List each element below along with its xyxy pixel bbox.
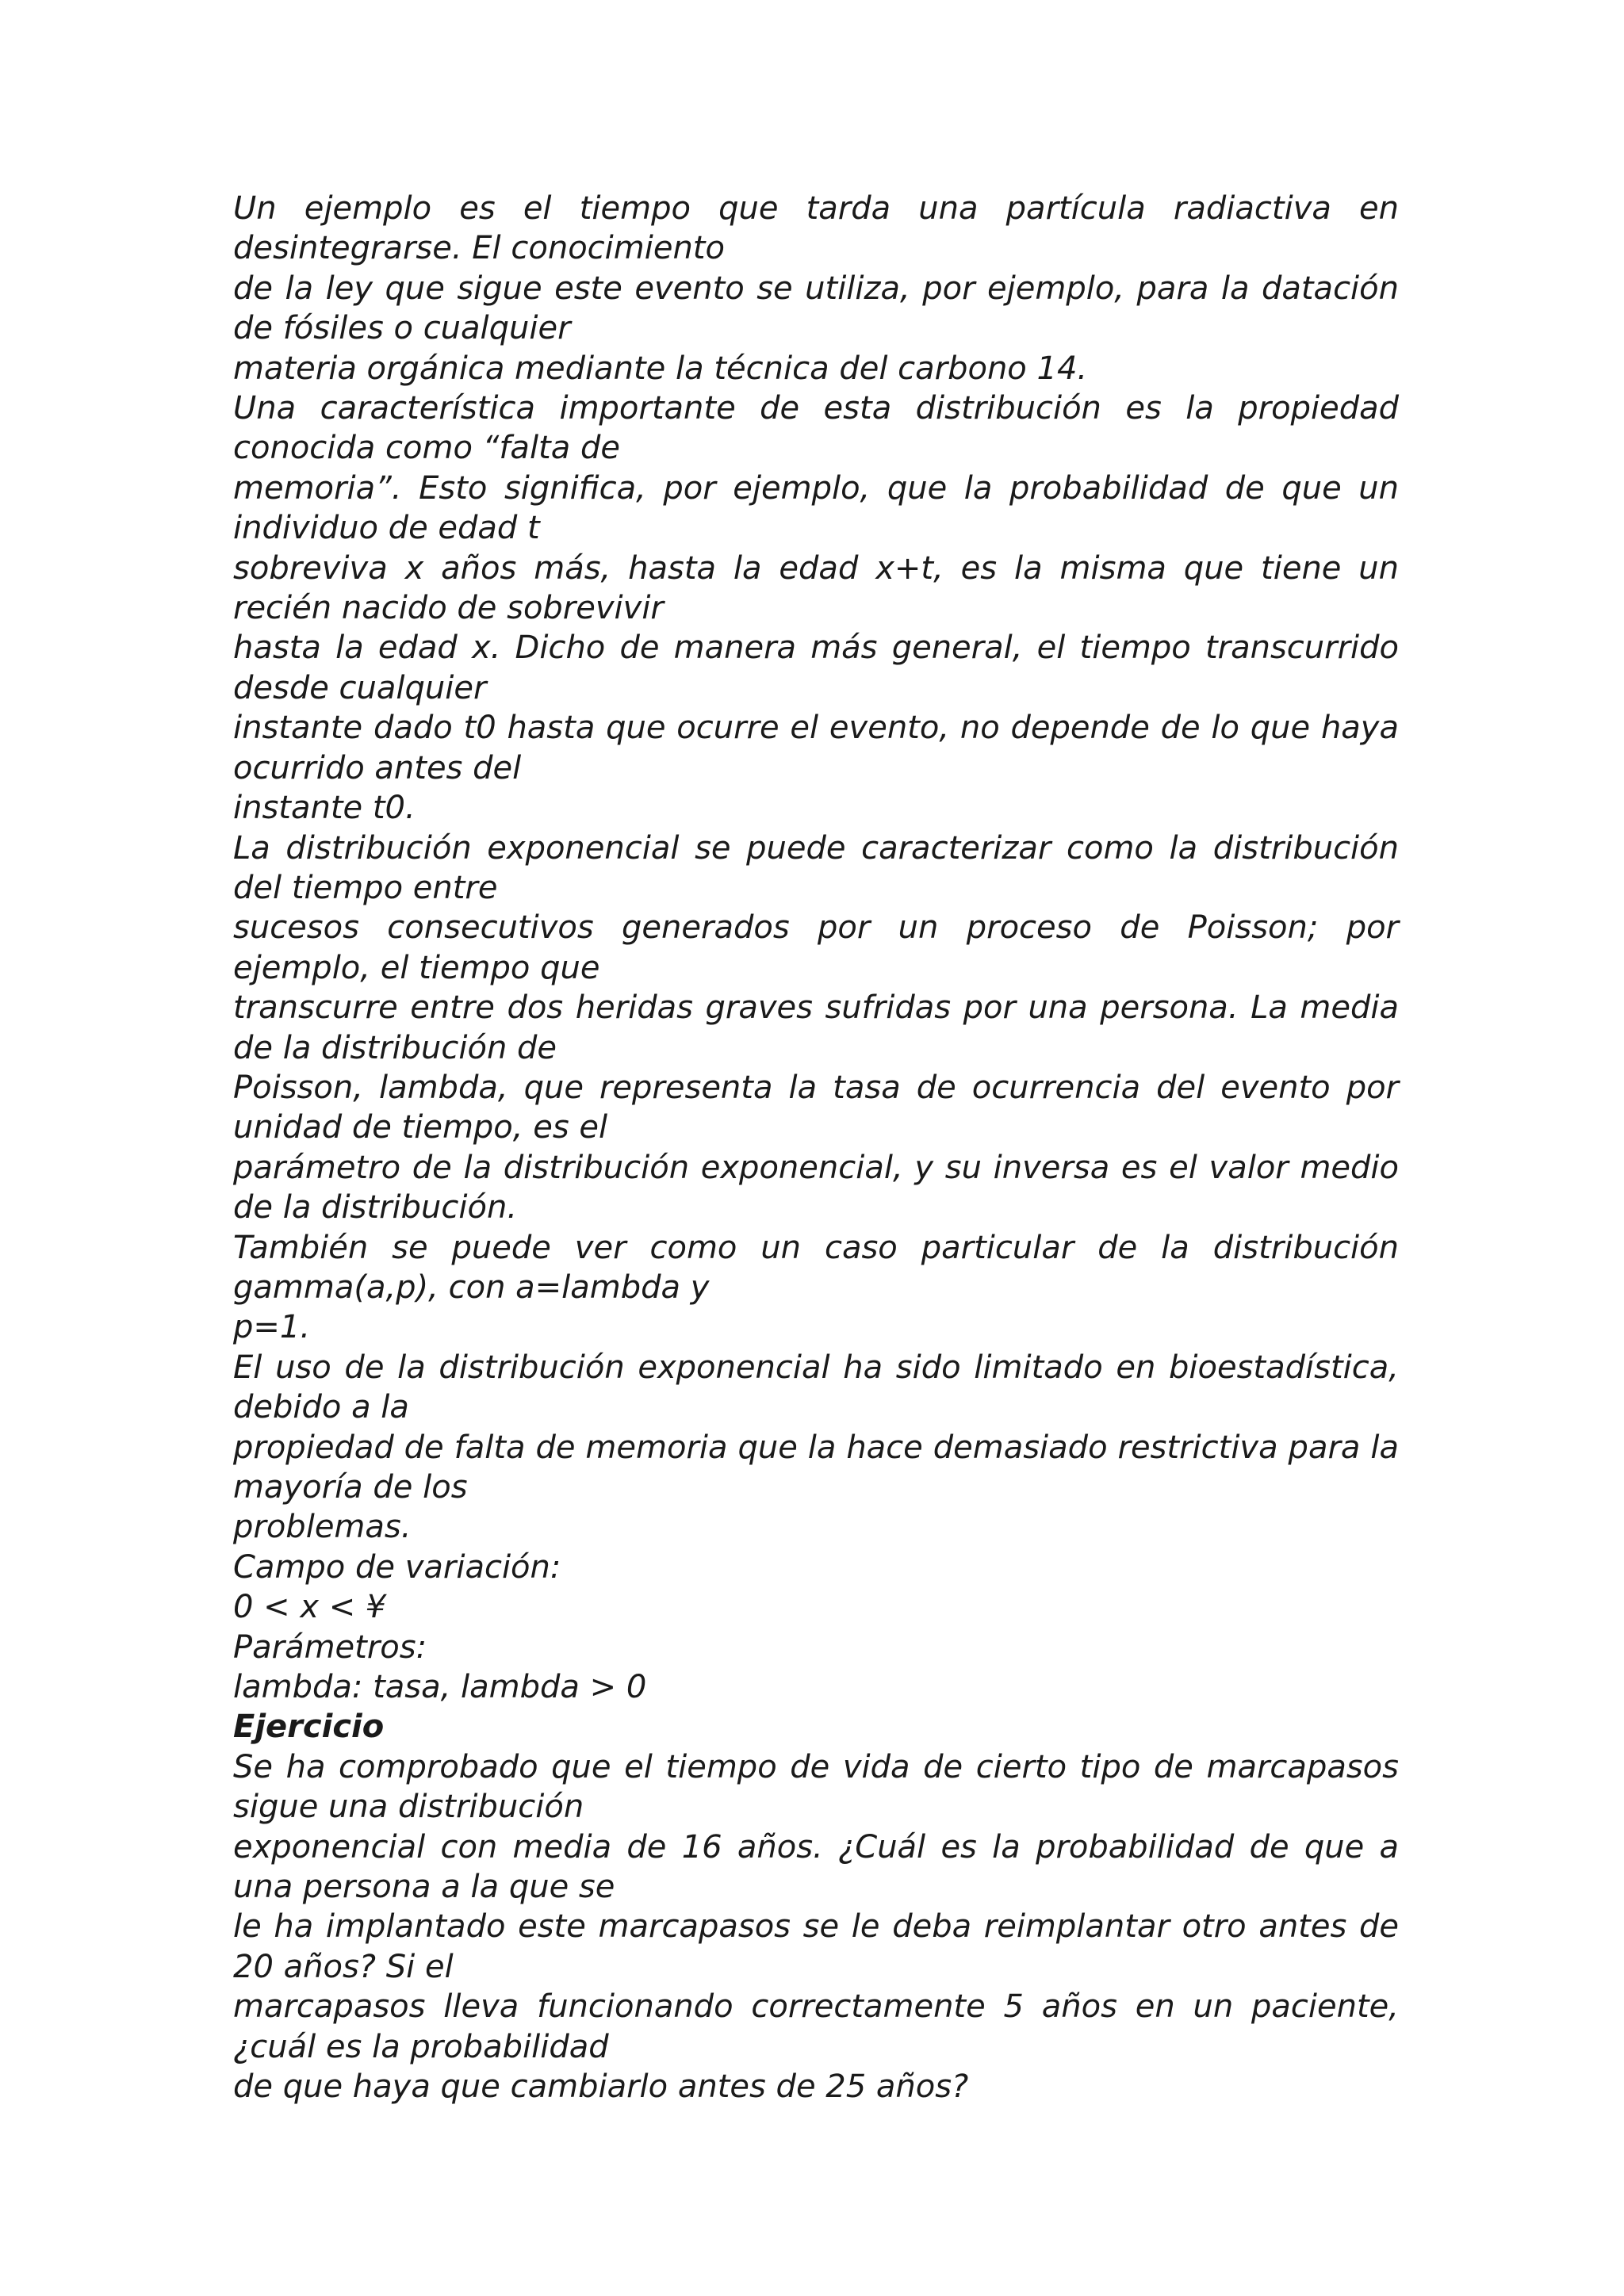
paragraph-16: p=1.: [233, 1309, 311, 1346]
paragraph-11: sucesos consecutivos generados por un proceso de Poisson; por ejemplo, el tiempo que: [233, 909, 1399, 986]
paragraph-14: parámetro de la distribución exponencial, y su inversa es el valor medio de la distribución.: [233, 1149, 1399, 1226]
paragraph-18: propiedad de falta de memoria que la hace demasiado restrictiva para la mayoría de los: [233, 1429, 1399, 1506]
paragraph-9: instante t0.: [233, 790, 416, 827]
paragraph-12: transcurre entre dos heridas graves sufridas por una persona. La media de la distribución de: [233, 989, 1399, 1066]
exercise-paragraph-4: marcapasos lleva funcionando correctamente 5 años en un paciente, ¿cuál es la probabilidad: [233, 1988, 1399, 2065]
range-label: Campo de variación:: [233, 1548, 561, 1586]
exercise-paragraph-5: de que haya que cambiarlo antes de 25 años?: [233, 2068, 969, 2106]
exercise-heading: Ejercicio: [233, 1709, 385, 1746]
range-value: 0 < x < ¥: [233, 1589, 386, 1626]
paragraph-6: sobreviva x años más, hasta la edad x+t, es la misma que tiene un recién nacido de sobrevivir: [233, 549, 1399, 627]
paragraph-4: Una característica importante de esta distribución es la propiedad conocida como “falta de: [233, 390, 1399, 467]
document-body: [233, 189, 1399, 2107]
paragraph-17: El uso de la distribución exponencial ha sido limitado en bioestadística, debido a la: [233, 1349, 1399, 1426]
paragraph-2: de la ley que sigue este evento se utiliza, por ejemplo, para la datación de fósiles o cualquier: [233, 270, 1399, 347]
paragraph-10: La distribución exponencial se puede caracterizar como la distribución del tiempo entre: [233, 829, 1399, 906]
parameters-value: lambda: tasa, lambda > 0: [233, 1669, 647, 1706]
paragraph-8: instante dado t0 hasta que ocurre el evento, no depende de lo que haya ocurrido antes del: [233, 710, 1399, 786]
exercise-paragraph-1: Se ha comprobado que el tiempo de vida de cierto tipo de marcapasos sigue una distribución: [233, 1748, 1399, 1826]
exercise-paragraph-3: le ha implantado este marcapasos se le deba reimplantar otro antes de 20 años? Si el: [233, 1908, 1399, 1985]
paragraph-3: materia orgánica mediante la técnica del carbono 14.: [233, 350, 1088, 387]
paragraph-15: También se puede ver como un caso particular de la distribución gamma(a,p), con a=lambda y: [233, 1229, 1399, 1306]
exercise-paragraph-2: exponencial con media de 16 años. ¿Cuál es la probabilidad de que a una persona a la que se: [233, 1828, 1399, 1906]
paragraph-13: Poisson, lambda, que representa la tasa de ocurrencia del evento por unidad de tiempo, es el: [233, 1069, 1399, 1146]
paragraph-19: problemas.: [233, 1509, 412, 1546]
paragraph-7: hasta la edad x. Dicho de manera más general, el tiempo transcurrido desde cualquier: [233, 629, 1399, 706]
paragraph-1: Un ejemplo es el tiempo que tarda una partícula radiactiva en desintegrarse. El conocimiento: [233, 190, 1399, 267]
paragraph-5: memoria”. Esto significa, por ejemplo, que la probabilidad de que un individuo de edad t: [233, 469, 1399, 547]
parameters-label: Parámetros:: [233, 1628, 427, 1666]
